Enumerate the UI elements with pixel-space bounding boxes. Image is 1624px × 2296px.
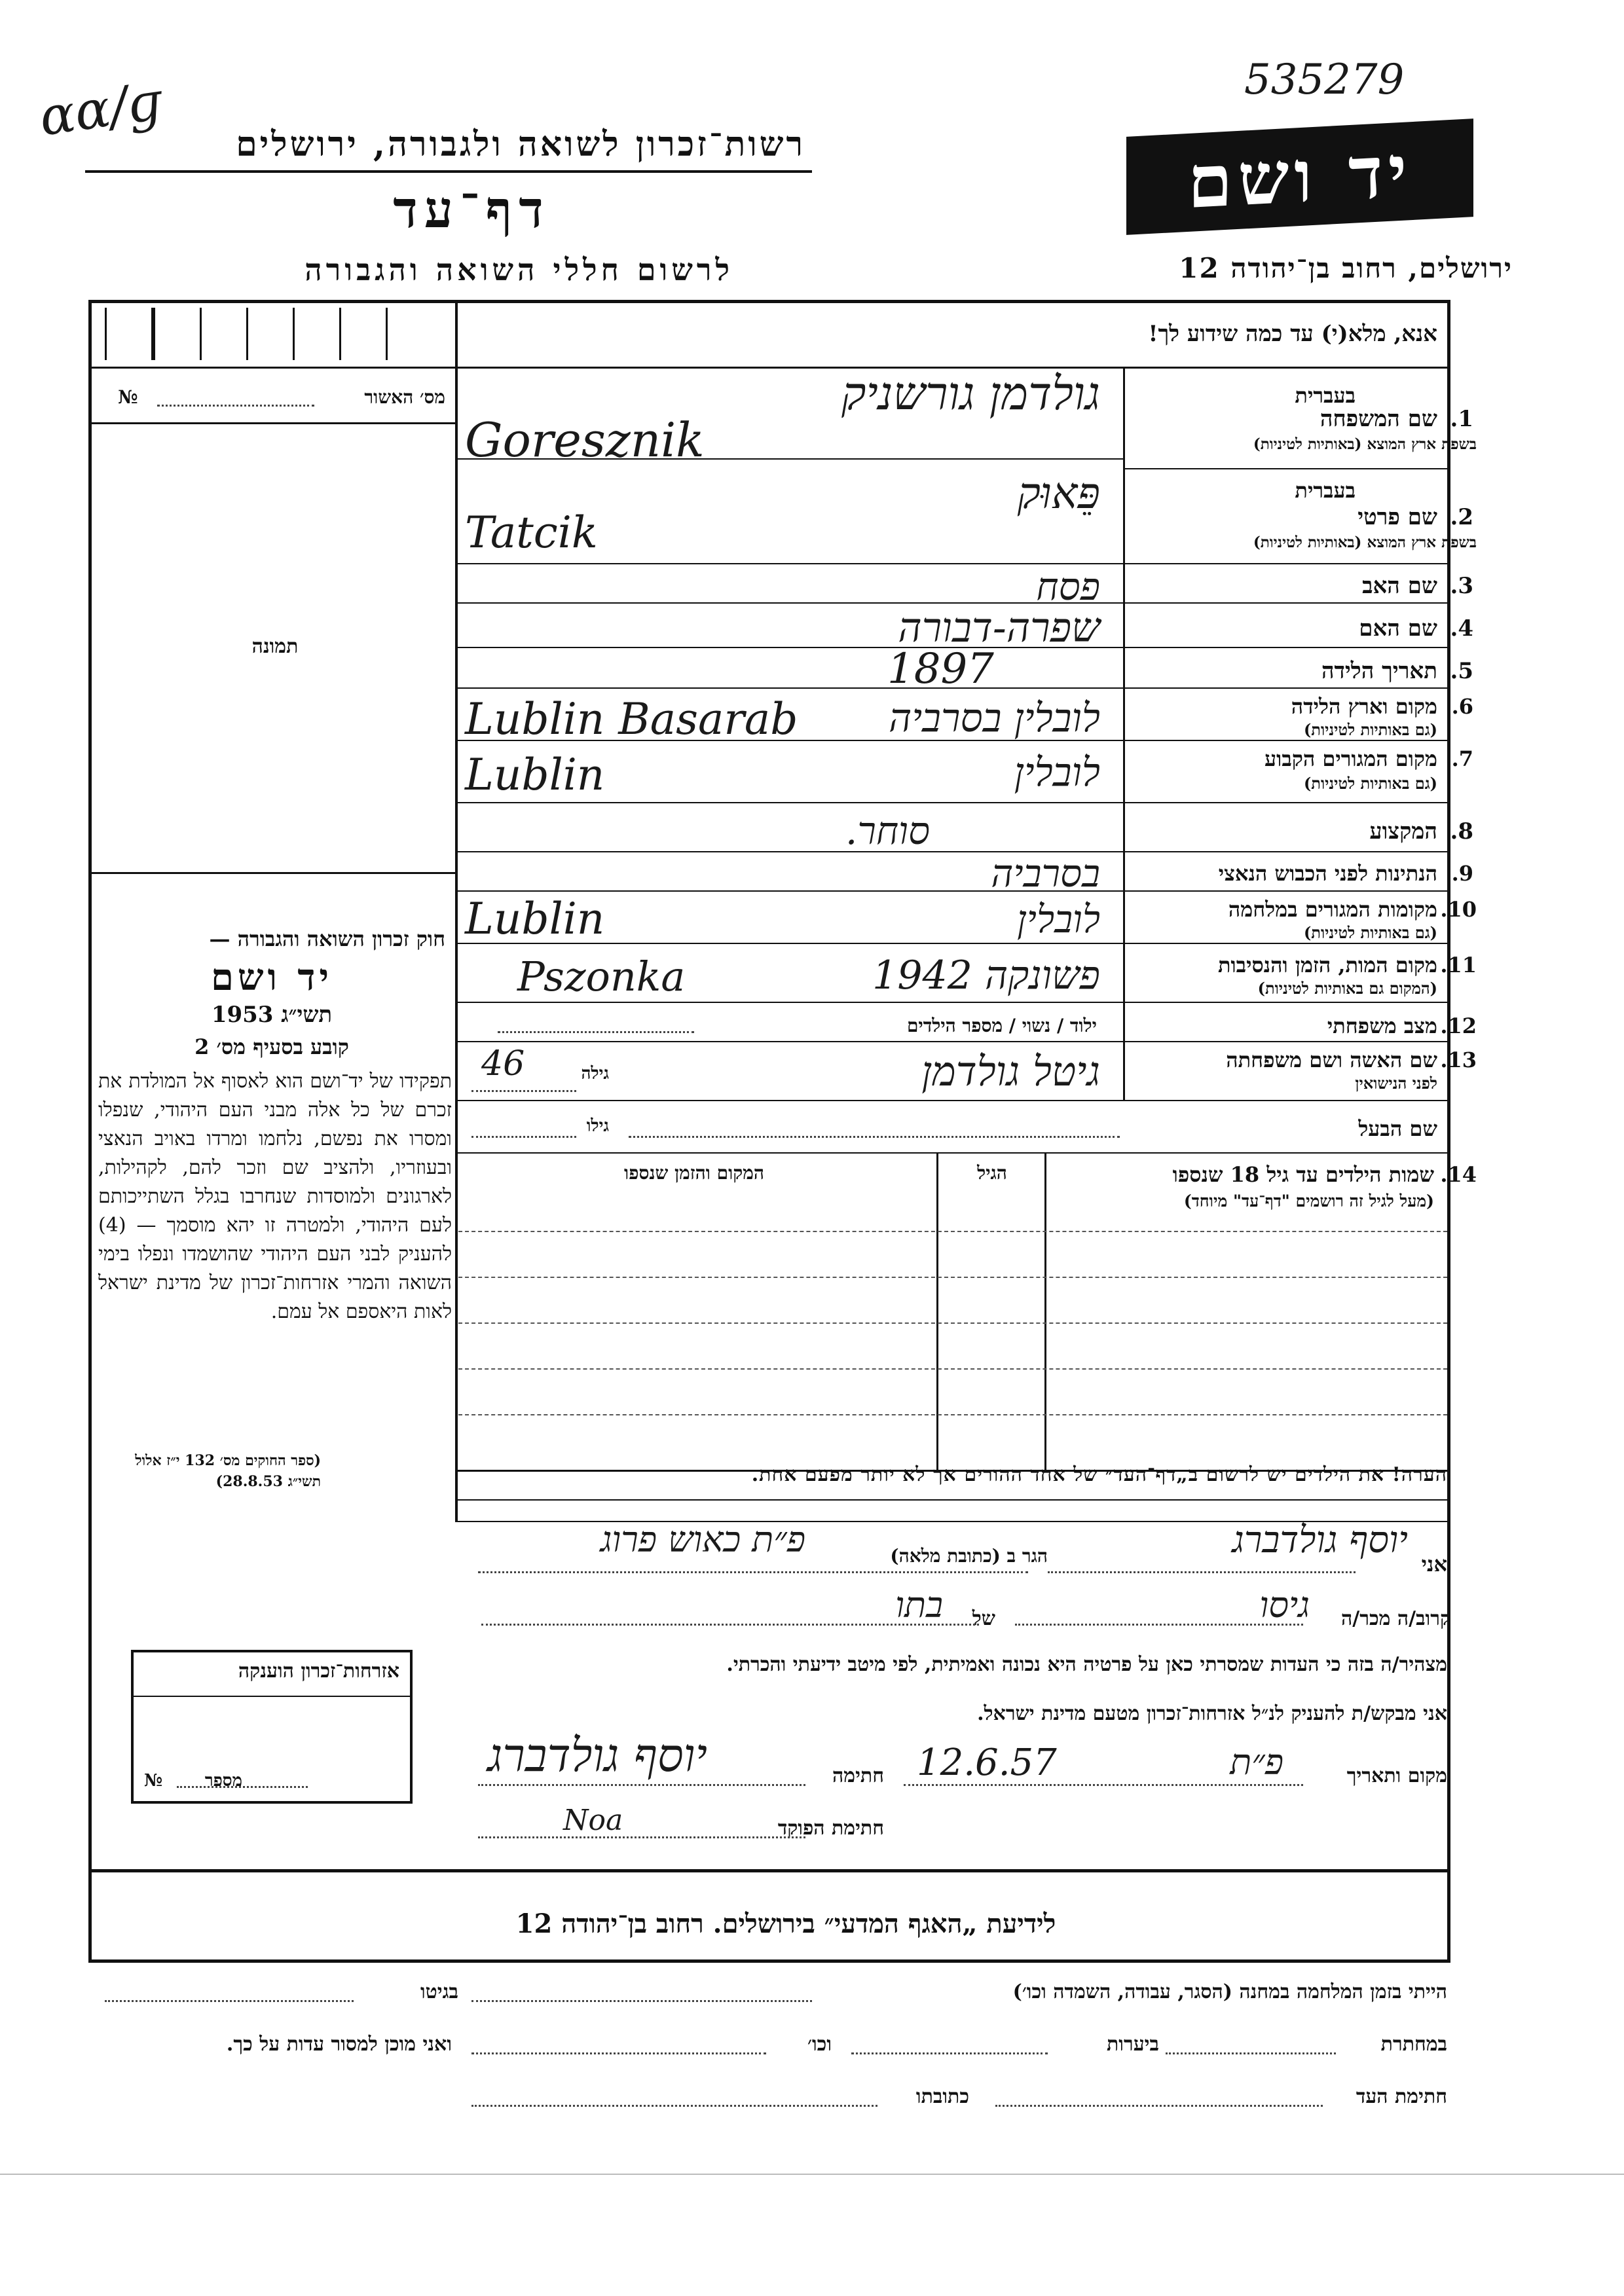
f2-firstname-latin-value: Tatcik <box>465 507 598 558</box>
f14-number: 14. <box>1440 1162 1477 1187</box>
f11-label: מקום המות, הזמן והנסיבות <box>1217 953 1437 977</box>
f6-birthplace-latin-value: Lublin Basarab <box>465 694 798 744</box>
f5-label: תאריך הלידה <box>1321 658 1437 684</box>
witness-resides-label: הגר ב (כתובת מלאה) <box>890 1545 1048 1567</box>
f3-label: שם האב <box>1362 573 1437 599</box>
scan-edge <box>0 2174 1624 2175</box>
authority-name: רשות־זכרון לשואה ולגבורה, ירושלים <box>236 124 805 164</box>
f10-number: 10. <box>1440 897 1477 922</box>
f11-sub: (המקום גם באותיות לטיניות) <box>1257 979 1437 998</box>
law-body: תפקידו של יד־ושם הוא לאסוף אל המולדת את זכרם של כל אלה מבני העם היהודי, שנפלו ומסרו את נפשם, נלחמו ומרדו באויב הנאצי ובעוזריו, ולהציב שם וזכר להם, לקהילות, לארגונים ולמוסדות שנחרבו בגלל השתייכותם לעם היהודי, ולמטרה זו יהא מוסמך — (4) להעניק לבני העם היהודי שהושמדו ונפלו בימי השואה והמרי אזרחות־זכרון של מדינת ישראל לאות היאספם אל עמם. <box>98 1070 452 1323</box>
f10-wartime-hebrew-value: לובלין <box>1016 897 1100 941</box>
f1-sub-hebrew: בעברית <box>1295 383 1356 408</box>
handwritten-file-number: ɑɑ/ɡ <box>35 70 165 148</box>
relative-of-label: של <box>972 1607 995 1630</box>
f13-wife-value: גיטל גולדמן <box>921 1048 1100 1095</box>
signature-value: יוסף גולדברג <box>487 1728 707 1782</box>
law-section: קובע בסעיף מס׳ 2 <box>194 1034 349 1059</box>
officer-label: חתימת הפוקד <box>777 1817 884 1840</box>
f11-death-hebrew-value: פשונקה 1942 <box>872 953 1100 998</box>
f13-age-value: 46 <box>481 1044 525 1084</box>
relative-of-value: בתו <box>895 1584 943 1626</box>
f9-label: הנתינות לפני הכבוש הנאצי <box>1218 861 1437 886</box>
law-citation: (ספר החוקים מס׳ 132 י״ז אלול תשי״ג 28.8.53) <box>135 1452 321 1490</box>
f6-birthplace-hebrew-value: לובלין בסרביה <box>889 695 1100 741</box>
f13-sub: לפני הנישואין <box>1355 1074 1437 1093</box>
f3-father-value: פסח <box>1036 564 1100 609</box>
photo-label: תמונה <box>251 635 299 658</box>
f14-age-header: הגיל <box>977 1162 1007 1184</box>
f13-label: שם האשה ושם משפחתה <box>1226 1048 1437 1072</box>
f2-number: 2. <box>1450 504 1473 530</box>
signature-label: חתימה <box>832 1764 884 1787</box>
f8-number: 8. <box>1450 818 1473 845</box>
witness-address-value: פ״ת כאוש פרוג <box>600 1519 805 1560</box>
bottom-line1-ghetto: בגיטו <box>420 1980 458 2003</box>
f1-sub-latin: בשפת ארץ המוצא (באותיות לטיניות) <box>1253 435 1477 453</box>
f6-number: 6. <box>1451 694 1473 719</box>
f4-mother-value: שפרה-דבורה <box>898 604 1100 651</box>
f13-number: 13. <box>1440 1048 1477 1072</box>
f2-sub-latin: בשפת ארץ המוצא (באותיות לטיניות) <box>1253 534 1477 551</box>
address: ירושלים, רחוב בן־יהודה 12 <box>1179 252 1513 284</box>
bottom-line2-forests: ביערות <box>1106 2033 1159 2056</box>
bottom-line2-etc: וכו׳ <box>807 2033 832 2056</box>
form-subtitle: לרשום חללי השואה והגבורה <box>304 252 733 287</box>
date-value: 12.6.57 <box>917 1741 1057 1784</box>
citizenship-title: אזרחות־זכרון הוענקה <box>238 1660 399 1683</box>
form-title: דף־עד <box>393 180 550 240</box>
law-yad-vashem: יד ושם <box>210 956 333 999</box>
husband-age-label: גילו <box>586 1116 609 1136</box>
f14-place-header: המקום והזמן שנספו <box>624 1162 764 1184</box>
request: אני מבקש/ת להעניק לנ״ל אזרחות־זכרון מטעם מדינת ישראל. <box>977 1702 1447 1725</box>
f6-label: מקום וארץ הלידה <box>1291 694 1437 719</box>
f10-sub: (גם באותיות לטיניות) <box>1303 923 1437 942</box>
f9-number: 9. <box>1451 861 1473 886</box>
f3-number: 3. <box>1450 573 1473 599</box>
f13-age-label: גילה <box>581 1064 609 1084</box>
f11-number: 11. <box>1440 953 1477 977</box>
f9-nationality-value: בסרביה <box>991 851 1100 896</box>
officer-signature-value: Noa <box>563 1804 623 1837</box>
f7-number: 7. <box>1451 746 1473 771</box>
handwritten-record-number: 535279 <box>1244 56 1405 104</box>
instruction: אנא, מלא(י) עד כמה שידוע לך! <box>1148 321 1437 347</box>
place-date-label: מקום ותאריך <box>1346 1764 1447 1787</box>
law-year: תשי״ג 1953 <box>211 1002 333 1028</box>
citizenship-no-sign: № <box>144 1771 163 1791</box>
approval-number-label: מס׳ האשור <box>364 386 445 408</box>
witness-ani: אני <box>1421 1552 1447 1576</box>
law-title: חוק זכרון השואה והגבורה — <box>209 926 445 951</box>
approval-no-sign: № <box>118 386 138 408</box>
bottom-line1-camp: הייתי בזמן המלחמה במחנה (הסגר, עבודה, השמדה וכו׳) <box>1012 1980 1447 2003</box>
f10-label: מקומות המגורים במלחמה <box>1228 897 1437 922</box>
relative-value: גיסו <box>1259 1584 1310 1626</box>
note: הערה! את הילדים יש לרשום ב„דף־העד״ של אחד ההורים אך לא יותר מפעם אחת. <box>751 1463 1447 1486</box>
f1-surname-latin-value: Goresznik <box>465 412 705 467</box>
f12-label: מצב משפחתי <box>1327 1013 1437 1038</box>
f4-label: שם האם <box>1359 615 1437 642</box>
bottom-line2-testimony: ואני מוכן למסור עדות על כך. <box>226 2033 452 2056</box>
bottom-line3-signature: חתימת העד <box>1356 2085 1447 2108</box>
f1-surname-hebrew-value: גולדמן גורשניק <box>841 367 1100 420</box>
f14-label: שמות הילדים עד גיל 18 שנספו <box>1172 1162 1434 1187</box>
yad-vashem-logo: יד ושם <box>1126 118 1473 235</box>
declaration: מצהיר/ה בזה כי העדות שמסרתי כאן על פרטיה היא נכונה ואמיתית, לפי מיטב ידיעתי והכרתי. <box>726 1653 1447 1676</box>
reference-boxes <box>105 308 432 360</box>
f10-wartime-latin-value: Lublin <box>465 894 605 944</box>
f1-number: 1. <box>1450 406 1473 432</box>
f7-sub: (גם באותיות לטיניות) <box>1303 774 1437 793</box>
bottom-line2-underground: במחתרת <box>1380 2033 1447 2056</box>
f4-number: 4. <box>1450 615 1473 642</box>
f2-sub-hebrew: בעברית <box>1295 478 1356 503</box>
f8-occupation-value: סוחר. <box>845 809 930 853</box>
bottom-title: לידיעת „האגף המדעי״ בירושלים. רחוב בן־יהודה 12 <box>515 1908 1056 1939</box>
place-value: פ״ת <box>1230 1741 1283 1783</box>
f6-sub: (גם באותיות לטיניות) <box>1303 720 1437 739</box>
f1-label: שם המשפחה <box>1320 406 1437 432</box>
f7-residence-hebrew-value: לובלין <box>1014 750 1100 795</box>
f2-firstname-hebrew-value: פֵּאוּק <box>1017 468 1100 519</box>
husband-label: שם הבעל <box>1358 1116 1437 1141</box>
f7-residence-latin-value: Lublin <box>465 750 605 800</box>
f12-options: ילוד / נשוי / מספר הילדים <box>906 1015 1097 1036</box>
witness-name-value: יוסף גולדברג <box>1232 1519 1408 1561</box>
f2-label: שם פרטי <box>1357 504 1437 530</box>
citizenship-number-label: מספר <box>204 1771 242 1791</box>
relative-label: קרוב/ה מכר/ה <box>1341 1607 1450 1630</box>
f8-label: המקצוע <box>1369 818 1437 845</box>
f14-sub: (מעל לגיל זה רושמים "דף־עד" מיוחד) <box>1183 1192 1434 1211</box>
f5-number: 5. <box>1450 658 1473 684</box>
bottom-line3-address: כתובתו <box>915 2085 969 2108</box>
f12-number: 12. <box>1440 1013 1477 1038</box>
f5-birthdate-value: 1897 <box>887 645 994 693</box>
f7-label: מקום המגורים הקבוע <box>1264 746 1437 771</box>
f11-death-latin-value: Pszonka <box>517 953 686 1000</box>
